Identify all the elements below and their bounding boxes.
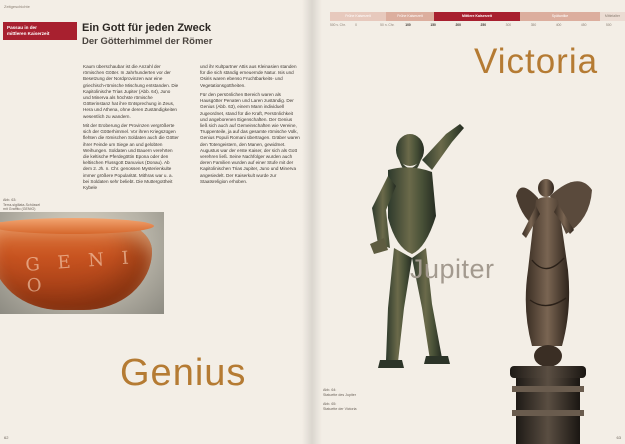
right-page (312, 0, 625, 444)
paragraph: Kaum überschaubar ist die Anzahl der römischen Götter. In Jahrhunderten vor der Besetzung der Nordprovinzen war eine griechisch-römische Mischung entstanden. Die Kapitolinische Trias Jupiter (Abb. 64), Juno und Minerva als höchste römische Götterinstanz hat ihre Entsprechung in Zeus, Hera und Athena, ohne deren Zuständigkeiten wesentlich zu wandern. (83, 64, 179, 119)
left-page (0, 0, 312, 444)
page-subtitle: Der Götterhimmel der Römer (82, 36, 213, 47)
paragraph: und ihr Kultpartner Attis aus Kleinasien standen für die sich ständig erneuernde Natur. Isis und Osiris waren ebenso Fruchtbarkeits- und Vegetationsgottheiten. (200, 64, 297, 88)
section-tag-line-1: Passau in der (7, 25, 37, 30)
caption-line: Abb. 65: (323, 402, 337, 406)
page-title: Ein Gott für jeden Zweck (82, 22, 211, 34)
caption-line: Abb. 64: (323, 388, 337, 392)
bowl-caption (3, 198, 40, 212)
jupiter-statue-image (326, 98, 476, 398)
timeline-segment: Mittelalter (600, 12, 625, 21)
timeline-year-label: 350 (530, 23, 537, 27)
caption-line: mit Graffito (GENIO) (3, 207, 36, 212)
timeline-year-label: 300 (505, 23, 512, 27)
text-column-1 (83, 64, 179, 194)
timeline (330, 12, 625, 31)
caption-line: Abb. 63: (3, 198, 17, 202)
caption-line: Terra-sigillata-Schüssel (3, 202, 41, 207)
victoria-display-word: Victoria (474, 42, 599, 81)
timeline-year-label: 250 (480, 23, 487, 27)
timeline-year-label: 50 n. Chr. (380, 23, 395, 27)
timeline-year-label: 200 (455, 23, 461, 27)
timeline-segment-active: Mittlere Kaiserzeit (434, 12, 520, 21)
text-column-2 (200, 64, 300, 188)
timeline-year-label: 500 (606, 23, 612, 27)
jupiter-display-word: Jupiter (410, 254, 495, 284)
bowl-rim (0, 218, 154, 234)
bowl-photo (0, 212, 164, 314)
bowl-inscription: G E N I O (24, 247, 136, 297)
genius-display-word: Genius (120, 352, 247, 394)
victoria-statue-image (492, 160, 612, 444)
timeline-segment: Frühe Kaiserzeit (386, 12, 434, 21)
section-tag-line-2: mittleren Kaiserzeit (7, 31, 50, 36)
caption-line: Statuette der Victoria (323, 406, 357, 411)
timeline-year-label: 150 (430, 23, 436, 27)
timeline-years (330, 23, 625, 31)
timeline-year-label: 450 (580, 23, 587, 27)
timeline-year-label: 500 v. Chr. (330, 23, 346, 27)
running-head: Zeitgeschichte (4, 4, 30, 9)
timeline-segment: Frühe Kaiserzeit (330, 12, 386, 21)
victoria-caption (323, 402, 357, 411)
caption-line: Statuette des Jupiter (323, 392, 356, 397)
timeline-segment: Spätantike (520, 12, 600, 21)
timeline-year-label: 100 (405, 23, 411, 27)
timeline-bar (330, 12, 625, 21)
paragraph: Für den persönlichen Bereich waren als Hausgötter Penaten und Laren zuständig. Der Genius (Abb. 63), einem Mann individuell zugeordnet, stand für die Kraft, Persönlichkeit und angeborenen Eigenschaften. Der Genius ließ sich auch auf Gemeinschaften wie Vereine, Truppenteile, ja auf das gesamte römische Volk, Genius Populi Romani übertragen. Gräber waren den Totengeistern, den Manen, gewidmet. Augustus war der erste Kaiser, der sich als Gott verehren ließ. Seine Nachfolger wurden auch deren Familien wurden auf einer Stufe mit der Kapitolinischen Trias Jupiter, Juno und Minerva angesiedelt. Der Kaiserkult wurde zur Staatsreligion erhoben. (200, 92, 300, 184)
section-tag (3, 22, 77, 40)
page-number-right: 63 (616, 435, 621, 440)
page-number-left: 62 (4, 435, 9, 440)
timeline-year-label: 0 (355, 23, 357, 27)
paragraph: Mit der Eroberung der Provinzen vergrößerte sich der Götterhimmel. Vor ihren Kriegszügen flehten die römischen Soldaten auch die Götter ihrer Feinde um Siege an und gelobten Weihungen. Soldaten und Bauern verehrten die keltische Pferdegöttin Epona oder den keltischen Flussgott Danuvius (Donau). Ab dem 2. Jh. n. Chr. genossen Mysterienkulte immer größere Popularität. Mithras war u. a. bei Soldaten sehr beliebt. Die Muttergottheit Kybele (83, 123, 179, 191)
timeline-year-label: 400 (555, 23, 562, 27)
jupiter-caption (323, 388, 356, 397)
